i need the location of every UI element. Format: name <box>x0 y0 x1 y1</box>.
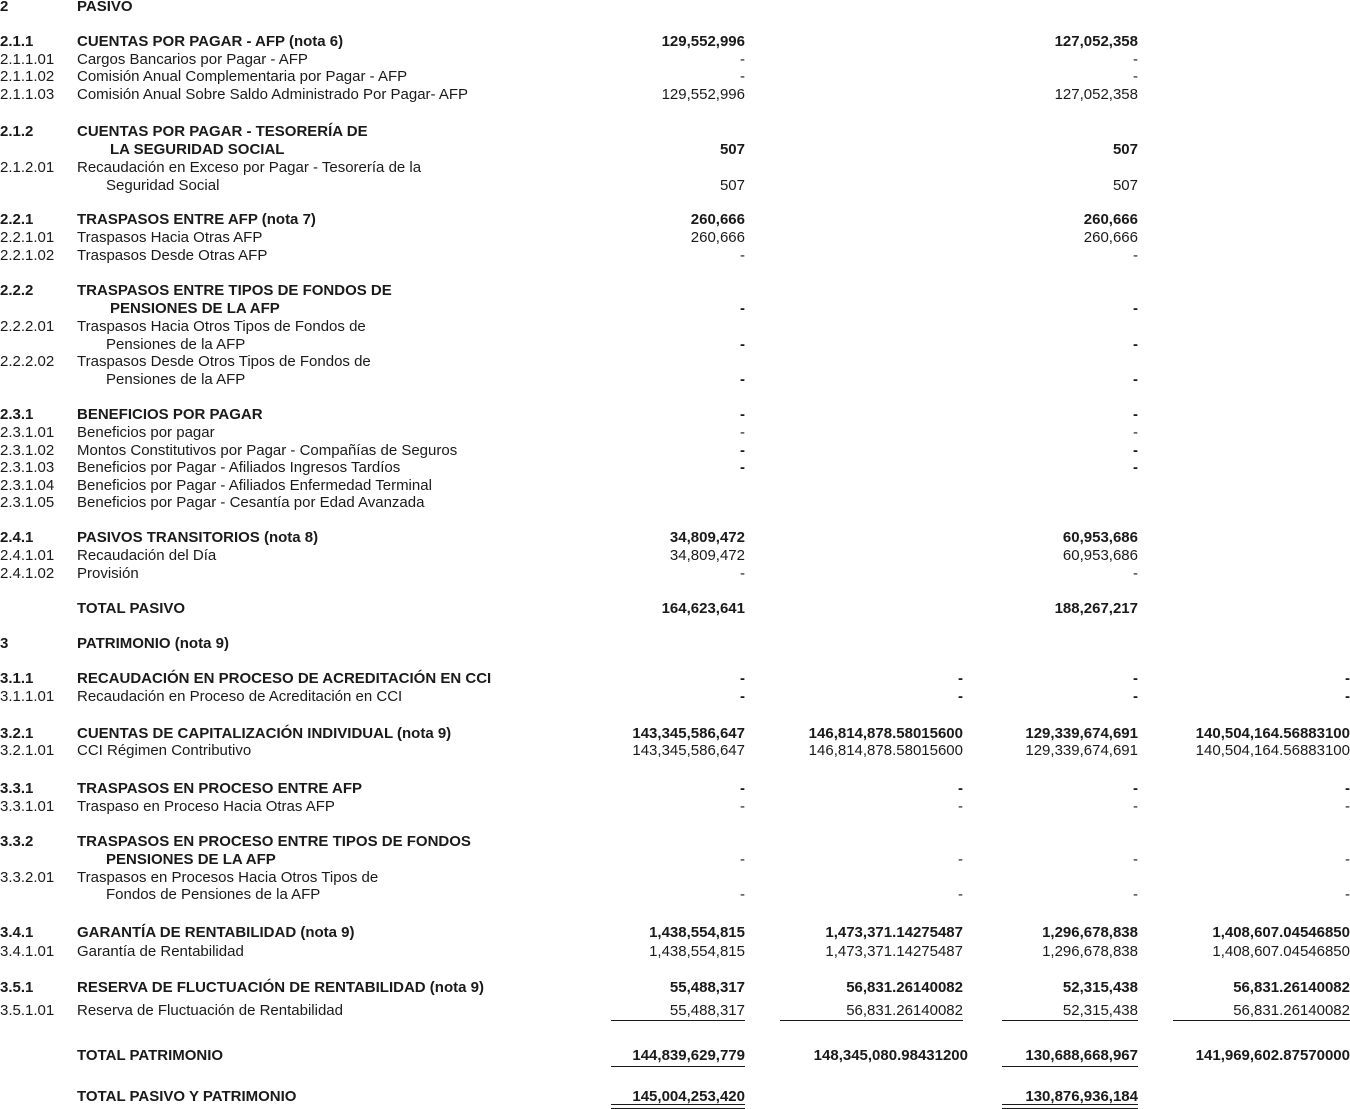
double-underline <box>1002 1104 1138 1109</box>
section-header-patrimonio <box>0 635 1350 653</box>
sum-underline <box>1002 1020 1138 1021</box>
account-code: 2.2.1.01 <box>0 229 55 246</box>
account-label: Traspasos Desde Otros Tipos de Fondos de <box>77 353 371 370</box>
value-col2: 148,345,080.98431200 <box>813 1047 968 1064</box>
account-label: TRASPASOS ENTRE AFP (nota 7) <box>77 211 316 228</box>
account-group-row <box>0 123 1350 141</box>
value-col3: 52,315,438 <box>1062 979 1138 996</box>
account-code: 2.4.1.01 <box>0 547 55 564</box>
account-row <box>0 477 1350 495</box>
total-label: TOTAL PATRIMONIO <box>77 1047 224 1064</box>
value-col3: - <box>1133 688 1138 705</box>
account-group-row <box>0 33 1350 51</box>
value-col2: - <box>958 851 963 868</box>
account-row-continued <box>0 336 1350 354</box>
account-label: TRASPASOS EN PROCESO ENTRE TIPOS DE FONDOS <box>77 833 471 850</box>
account-label: PASIVOS TRANSITORIOS (nota 8) <box>77 529 319 546</box>
account-group-row-continued <box>0 300 1350 318</box>
value-col2: 56,831.26140082 <box>846 1002 963 1019</box>
account-code: 2.3.1 <box>0 406 34 423</box>
account-label: Recaudación en Exceso por Pagar - Tesorería de la <box>77 159 422 176</box>
account-code: 2.2.2 <box>0 282 34 299</box>
value-col3: - <box>1133 886 1138 903</box>
value-col3: 1,296,678,838 <box>1042 924 1138 941</box>
value-col4: - <box>1345 798 1350 815</box>
account-group-row <box>0 282 1350 300</box>
account-label: Beneficios por Pagar - Cesantía por Edad Avanzada <box>77 494 425 511</box>
sum-underline <box>1173 1020 1350 1021</box>
account-group-row <box>0 670 1350 688</box>
account-code: 2.1.1.03 <box>0 86 55 103</box>
account-label: TRASPASOS EN PROCESO ENTRE AFP <box>77 780 363 797</box>
value-col2: 1,473,371.14275487 <box>825 924 963 941</box>
value-col1: - <box>740 51 745 68</box>
value-col3: 129,339,674,691 <box>1025 742 1138 759</box>
section-title: PASIVO <box>77 0 133 15</box>
account-label: CUENTAS POR PAGAR - AFP (nota 6) <box>77 33 344 50</box>
account-row <box>0 424 1350 442</box>
value-col3: 188,267,217 <box>1054 600 1138 617</box>
value-col3: 507 <box>1112 141 1138 158</box>
account-label-line2: Pensiones de la AFP <box>106 336 246 353</box>
value-col4: - <box>1345 688 1350 705</box>
account-row <box>0 547 1350 565</box>
value-col3: - <box>1133 851 1138 868</box>
value-col1: - <box>740 798 745 815</box>
account-group-row <box>0 529 1350 547</box>
account-code: 2.4.1 <box>0 529 34 546</box>
value-col3: - <box>1133 336 1138 353</box>
account-row <box>0 318 1350 336</box>
section-title: PATRIMONIO (nota 9) <box>77 635 229 652</box>
value-col1: 143,345,586,647 <box>632 742 745 759</box>
account-row <box>0 459 1350 477</box>
value-col3: 1,296,678,838 <box>1042 943 1138 960</box>
value-col2: - <box>958 688 963 705</box>
value-col1: - <box>740 780 745 797</box>
account-code: 3.2.1.01 <box>0 742 55 759</box>
account-row <box>0 688 1350 706</box>
value-col3: 60,953,686 <box>1062 547 1138 564</box>
value-col4: - <box>1345 780 1350 797</box>
value-col1: - <box>740 247 745 264</box>
account-row <box>0 943 1350 961</box>
value-col1: - <box>740 424 745 441</box>
account-code: 3.3.2 <box>0 833 34 850</box>
account-label: Recaudación del Día <box>77 547 217 564</box>
account-code: 2.3.1.02 <box>0 442 55 459</box>
double-underline <box>611 1104 745 1109</box>
value-col4: 141,969,602.87570000 <box>1195 1047 1350 1064</box>
value-col1: 145,004,253,420 <box>632 1088 745 1105</box>
account-label: TRASPASOS ENTRE TIPOS DE FONDOS DE <box>77 282 392 299</box>
account-row-continued <box>0 177 1350 195</box>
account-code: 2.2.2.01 <box>0 318 55 335</box>
account-label: Garantía de Rentabilidad <box>77 943 244 960</box>
account-label: RECAUDACIÓN EN PROCESO DE ACREDITACIÓN EN CCI <box>77 670 492 687</box>
account-label: CUENTAS POR PAGAR - TESORERÍA DE <box>77 123 368 140</box>
value-col3: - <box>1133 247 1138 264</box>
account-group-row <box>0 979 1350 997</box>
value-col1: 129,552,996 <box>661 33 745 50</box>
total-underline <box>611 1066 745 1067</box>
value-col4: 140,504,164.56883100 <box>1195 725 1350 742</box>
account-group-row <box>0 780 1350 798</box>
account-label-line2: LA SEGURIDAD SOCIAL <box>110 141 285 158</box>
account-row <box>0 86 1350 104</box>
account-label: Beneficios por Pagar - Afiliados Enfermedad Terminal <box>77 477 432 494</box>
account-label-line2: PENSIONES DE LA AFP <box>106 851 276 868</box>
account-label: Montos Constitutivos por Pagar - Compañías de Seguros <box>77 442 458 459</box>
value-col3: - <box>1133 670 1138 687</box>
account-row <box>0 565 1350 583</box>
account-code: 3.3.1 <box>0 780 34 797</box>
account-code: 2.2.1 <box>0 211 34 228</box>
value-col1: - <box>740 406 745 423</box>
account-label: Comisión Anual Complementaria por Pagar - AFP <box>77 68 408 85</box>
account-code: 2.1.2 <box>0 123 34 140</box>
account-label: Comisión Anual Sobre Saldo Administrado Por Pagar- AFP <box>77 86 469 103</box>
account-code: 3.1.1.01 <box>0 688 55 705</box>
account-label: Traspasos en Procesos Hacia Otros Tipos de <box>77 869 379 886</box>
account-row <box>0 442 1350 460</box>
total-pasivo-row <box>0 600 1350 618</box>
account-group-row <box>0 406 1350 424</box>
value-col1: - <box>740 442 745 459</box>
value-col3: 127,052,358 <box>1054 33 1138 50</box>
value-col1: 34,809,472 <box>669 547 745 564</box>
value-col1: 143,345,586,647 <box>632 725 745 742</box>
value-col3: 60,953,686 <box>1062 529 1138 546</box>
value-col1: 1,438,554,815 <box>649 943 745 960</box>
value-col4: 1,408,607.04546850 <box>1212 924 1350 941</box>
account-code: 3.5.1.01 <box>0 1002 55 1019</box>
account-code: 2.2.1.02 <box>0 247 55 264</box>
account-code: 3.4.1 <box>0 924 34 941</box>
account-group-row-continued <box>0 141 1350 159</box>
account-group-row <box>0 833 1350 851</box>
account-group-row-continued <box>0 851 1350 869</box>
account-label: Provisión <box>77 565 139 582</box>
account-code: 2.3.1.01 <box>0 424 55 441</box>
value-col1: 34,809,472 <box>669 529 745 546</box>
value-col2: 56,831.26140082 <box>846 979 963 996</box>
value-col3: - <box>1133 406 1138 423</box>
account-row <box>0 1002 1350 1020</box>
account-label: RESERVA DE FLUCTUACIÓN DE RENTABILIDAD (nota 9) <box>77 979 484 996</box>
account-label: Recaudación en Proceso de Acreditación en CCI <box>77 688 403 705</box>
account-code: 3.5.1 <box>0 979 34 996</box>
value-col1: 1,438,554,815 <box>649 924 745 941</box>
value-col4: - <box>1345 886 1350 903</box>
value-col4: 140,504,164.56883100 <box>1195 742 1350 759</box>
account-row <box>0 742 1350 760</box>
value-col3: - <box>1133 300 1138 317</box>
value-col3: 130,876,936,184 <box>1025 1088 1138 1105</box>
sum-underline <box>780 1020 963 1021</box>
value-col3: 260,666 <box>1083 211 1138 228</box>
value-col4: - <box>1345 851 1350 868</box>
value-col1: 260,666 <box>690 229 745 246</box>
value-col3: 260,666 <box>1083 229 1138 246</box>
value-col1: 55,488,317 <box>669 979 745 996</box>
value-col1: - <box>740 336 745 353</box>
value-col2: - <box>958 670 963 687</box>
account-code: 3.4.1.01 <box>0 943 55 960</box>
value-col1: 164,623,641 <box>661 600 745 617</box>
value-col1: - <box>740 851 745 868</box>
value-col1: 144,839,629,779 <box>632 1047 745 1064</box>
value-col2: - <box>958 886 963 903</box>
value-col1: - <box>740 300 745 317</box>
section-code: 2 <box>0 0 9 15</box>
value-col1: 55,488,317 <box>669 1002 745 1019</box>
account-code: 2.1.2.01 <box>0 159 55 176</box>
account-code: 2.1.1.01 <box>0 51 55 68</box>
account-code: 2.4.1.02 <box>0 565 55 582</box>
account-code: 3.2.1 <box>0 725 34 742</box>
value-col4: 56,831.26140082 <box>1233 979 1350 996</box>
account-label: Traspasos Hacia Otras AFP <box>77 229 263 246</box>
value-col2: 1,473,371.14275487 <box>825 943 963 960</box>
account-group-row <box>0 725 1350 743</box>
section-code: 3 <box>0 635 9 652</box>
value-col1: - <box>740 670 745 687</box>
value-col1: 507 <box>719 177 745 194</box>
section-header-pasivo <box>0 0 1350 16</box>
account-label: GARANTÍA DE RENTABILIDAD (nota 9) <box>77 924 355 941</box>
account-row-continued <box>0 886 1350 904</box>
account-label: Cargos Bancarios por Pagar - AFP <box>77 51 308 68</box>
account-label-line2: Pensiones de la AFP <box>106 371 246 388</box>
account-row <box>0 798 1350 816</box>
account-code: 3.3.1.01 <box>0 798 55 815</box>
account-label: Traspasos Hacia Otros Tipos de Fondos de <box>77 318 366 335</box>
account-label: Traspasos Desde Otras AFP <box>77 247 268 264</box>
value-col4: 56,831.26140082 <box>1233 1002 1350 1019</box>
value-col1: 129,552,996 <box>661 86 745 103</box>
account-group-row <box>0 211 1350 229</box>
account-code: 2.3.1.05 <box>0 494 55 511</box>
account-label: CCI Régimen Contributivo <box>77 742 252 759</box>
value-col3: - <box>1133 68 1138 85</box>
value-col1: - <box>740 565 745 582</box>
account-code: 3.3.2.01 <box>0 869 55 886</box>
grand-total-label: TOTAL PASIVO Y PATRIMONIO <box>77 1088 297 1105</box>
value-col3: 507 <box>1112 177 1138 194</box>
account-label: Traspaso en Proceso Hacia Otras AFP <box>77 798 335 815</box>
value-col2: 146,814,878.58015600 <box>808 725 963 742</box>
value-col1: - <box>740 371 745 388</box>
value-col3: - <box>1133 442 1138 459</box>
value-col1: - <box>740 688 745 705</box>
account-label: CUENTAS DE CAPITALIZACIÓN INDIVIDUAL (nota 9) <box>77 725 452 742</box>
value-col3: - <box>1133 565 1138 582</box>
account-row <box>0 247 1350 265</box>
total-patrimonio-row <box>0 1047 1350 1065</box>
value-col4: - <box>1345 670 1350 687</box>
value-col1: - <box>740 459 745 476</box>
account-code: 2.3.1.03 <box>0 459 55 476</box>
value-col3: 127,052,358 <box>1054 86 1138 103</box>
value-col3: - <box>1133 51 1138 68</box>
account-code: 3.1.1 <box>0 670 34 687</box>
sum-underline <box>611 1020 745 1021</box>
value-col1: 260,666 <box>690 211 745 228</box>
value-col2: - <box>958 798 963 815</box>
value-col3: - <box>1133 371 1138 388</box>
value-col3: 130,688,668,967 <box>1025 1047 1138 1064</box>
account-row <box>0 494 1350 512</box>
account-label: BENEFICIOS POR PAGAR <box>77 406 263 423</box>
account-label-line2: PENSIONES DE LA AFP <box>110 300 280 317</box>
account-code: 2.1.1 <box>0 33 34 50</box>
account-row <box>0 159 1350 177</box>
account-row <box>0 869 1350 887</box>
total-underline <box>1002 1066 1138 1067</box>
account-code: 2.3.1.04 <box>0 477 55 494</box>
account-row <box>0 68 1350 86</box>
value-col1: - <box>740 68 745 85</box>
value-col4: 1,408,607.04546850 <box>1212 943 1350 960</box>
value-col2: - <box>958 780 963 797</box>
value-col1: - <box>740 886 745 903</box>
account-row <box>0 229 1350 247</box>
value-col3: 129,339,674,691 <box>1025 725 1138 742</box>
value-col3: - <box>1133 459 1138 476</box>
value-col3: - <box>1133 424 1138 441</box>
account-code: 2.2.2.02 <box>0 353 55 370</box>
account-label: Beneficios por Pagar - Afiliados Ingresos Tardíos <box>77 459 401 476</box>
account-label: Beneficios por pagar <box>77 424 215 441</box>
value-col2: 146,814,878.58015600 <box>808 742 963 759</box>
account-code: 2.1.1.02 <box>0 68 55 85</box>
account-group-row <box>0 924 1350 942</box>
value-col3: - <box>1133 780 1138 797</box>
account-row <box>0 51 1350 69</box>
account-label: Reserva de Fluctuación de Rentabilidad <box>77 1002 343 1019</box>
account-row <box>0 353 1350 371</box>
value-col1: 507 <box>719 141 745 158</box>
value-col3: - <box>1133 798 1138 815</box>
value-col3: 52,315,438 <box>1062 1002 1138 1019</box>
total-label: TOTAL PASIVO <box>77 600 186 617</box>
account-label-line2: Fondos de Pensiones de la AFP <box>106 886 321 903</box>
account-label-line2: Seguridad Social <box>106 177 220 194</box>
account-row-continued <box>0 371 1350 389</box>
